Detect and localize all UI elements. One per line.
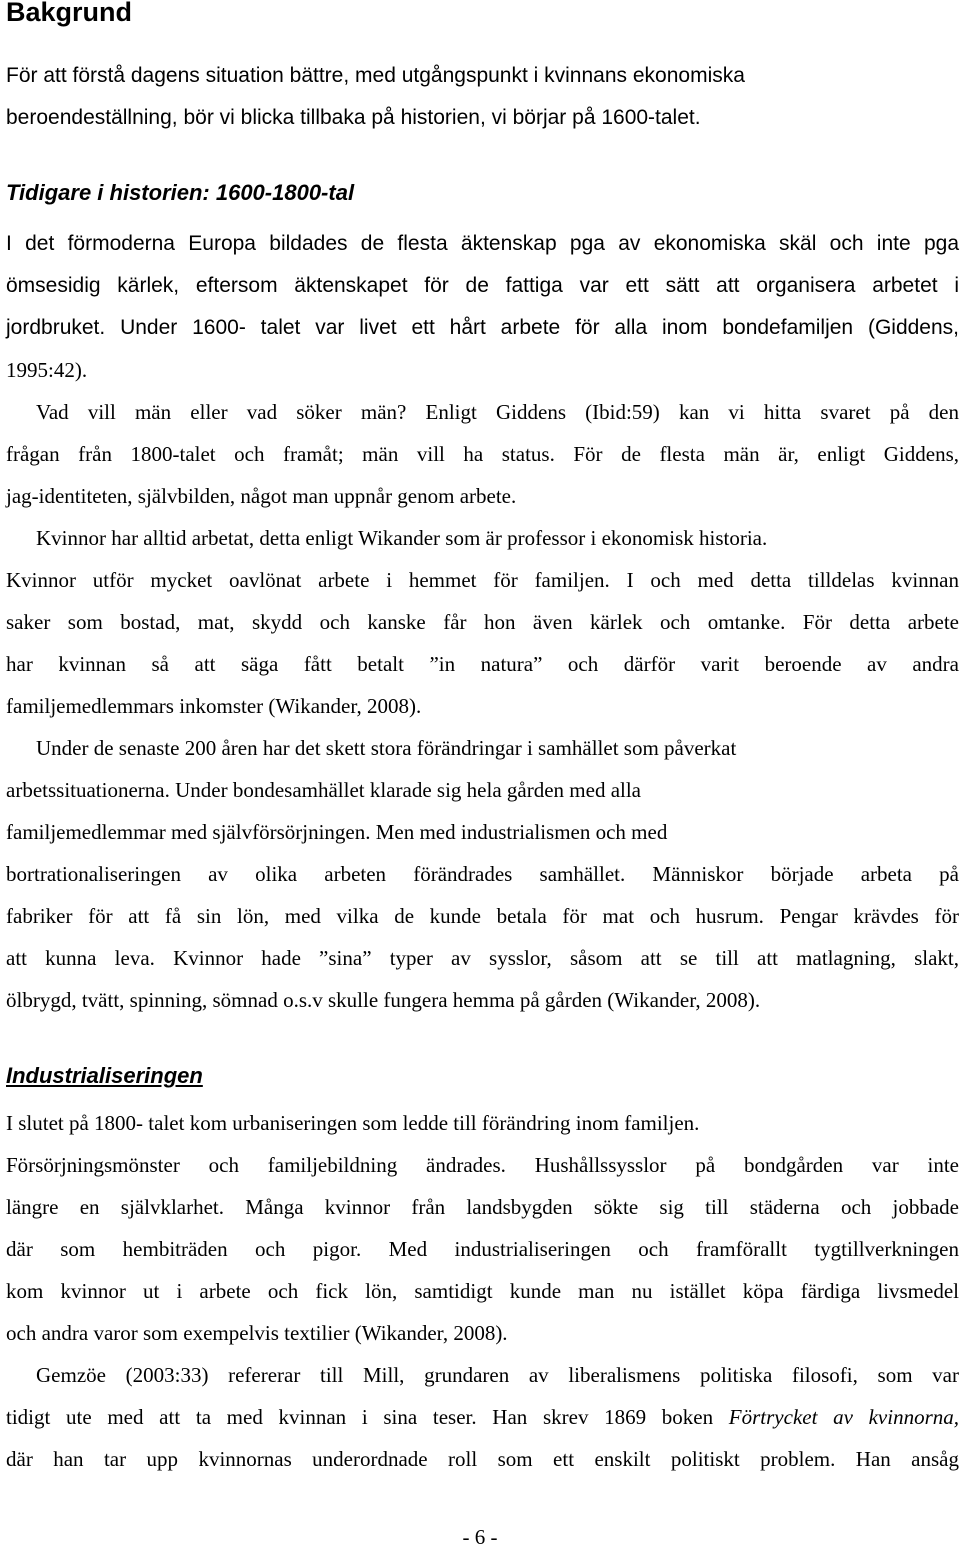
body-line: Kvinnor utför mycket oavlönat arbete i hemmet för familjen. I och med detta tilldelas kvinnan	[6, 568, 959, 592]
body-line: Under de senaste 200 åren har det skett stora förändringar i samhället som påverkat	[36, 736, 737, 760]
body-line: saker som bostad, mat, skydd och kanske får hon även kärlek och omtanke. För detta arbete	[6, 610, 959, 634]
body-line: I slutet på 1800- talet kom urbaniseringen som ledde till förändring inom familjen.	[6, 1111, 700, 1135]
body-line: kom kvinnor ut i arbete och fick lön, samtidigt kunde man nu istället köpa färdiga livsmedel	[6, 1279, 959, 1303]
section-title-history: Tidigare i historien: 1600-1800-tal	[6, 180, 355, 205]
body-text: tidigt ute med att ta med kvinnan i sina teser. Han skrev 1869 boken	[6, 1405, 729, 1429]
body-line: familjemedlemmars inkomster (Wikander, 2008).	[6, 694, 422, 718]
body-line: där som hembiträden och pigor. Med industrialiseringen och framförallt tygtillverkningen	[6, 1237, 959, 1261]
body-line: fabriker för att få sin lön, med vilka de kunde betala för mat och husrum. Pengar krävdes för	[6, 904, 959, 928]
body-line: jag-identiteten, självbilden, något man uppnår genom arbete.	[6, 484, 517, 508]
body-line: 1995:42).	[6, 358, 88, 382]
heading-bakgrund: Bakgrund	[6, 0, 133, 27]
body-line: frågan från 1800-talet och framåt; män vill ha status. För de flesta män är, enligt Giddens,	[6, 442, 959, 466]
body-line: längre en självklarhet. Många kvinnor från landsbygden sökte sig till städerna och jobbade	[6, 1195, 959, 1219]
intro-line-1: För att förstå dagens situation bättre, med utgångspunkt i kvinnans ekonomiska	[6, 64, 745, 87]
section-title-industrialiseringen: Industrialiseringen	[6, 1063, 203, 1088]
body-line: Gemzöe (2003:33) refererar till Mill, grundaren av liberalismens politiska filosofi, som var	[36, 1363, 959, 1387]
body-line-with-book-title	[6, 1403, 959, 1431]
body-line: ömsesidig kärlek, eftersom äktenskapet för de fattiga var ett sätt att organisera arbetet i	[6, 274, 959, 297]
body-line: att kunna leva. Kvinnor hade ”sina” typer av sysslor, såsom att se till att matlagning, slakt,	[6, 946, 959, 970]
body-line: I det förmoderna Europa bildades de flesta äktenskap pga av ekonomiska skäl och inte pga	[6, 232, 959, 255]
body-line: arbetssituationerna. Under bondesamhället klarade sig hela gården med alla	[6, 778, 642, 802]
body-line: Försörjningsmönster och familjebildning ändrades. Hushållssysslor på bondgården var inte	[6, 1153, 959, 1177]
body-line: Kvinnor har alltid arbetat, detta enligt Wikander som är professor i ekonomisk historia.	[36, 526, 768, 550]
body-line: familjemedlemmar med självförsörjningen. Men med industrialismen och med	[6, 820, 668, 844]
page-number: - 6 -	[462, 1525, 498, 1549]
body-line: jordbruket. Under 1600- talet var livet ett hårt arbete för alla inom bondefamiljen (Giddens,	[6, 316, 959, 339]
body-line: ölbrygd, tvätt, spinning, sömnad o.s.v skulle fungera hemma på gården (Wikander, 2008).	[6, 988, 761, 1012]
body-line: har kvinnan så att säga fått betalt ”in natura” och därför varit beroende av andra	[6, 652, 959, 676]
intro-line-2: beroendeställning, bör vi blicka tillbaka på historien, vi börjar på 1600-talet.	[6, 106, 701, 129]
body-line: där han tar upp kvinnornas underordnade roll som ett enskilt politiskt problem. Han ansåg	[6, 1447, 959, 1471]
book-title: Förtrycket av kvinnorna,	[728, 1405, 959, 1429]
body-line: och andra varor som exempelvis textilier (Wikander, 2008).	[6, 1321, 508, 1345]
body-line: Vad vill män eller vad söker män? Enligt Giddens (Ibid:59) kan vi hitta svaret på den	[36, 400, 959, 424]
body-line: bortrationaliseringen av olika arbeten förändrades samhället. Människor började arbeta på	[6, 862, 959, 886]
